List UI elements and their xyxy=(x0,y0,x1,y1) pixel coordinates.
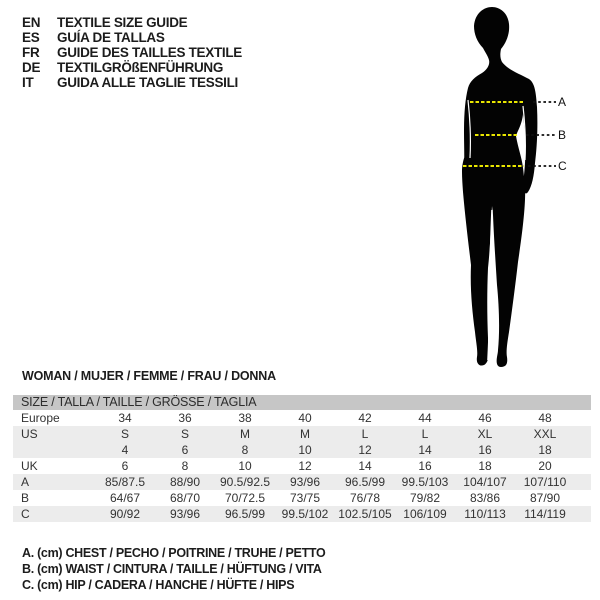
table-cell: 96.5/99 xyxy=(224,507,266,521)
table-row-uk xyxy=(13,458,591,474)
row-label: C xyxy=(21,507,30,521)
language-row-es xyxy=(22,30,242,45)
language-label: TEXTILE SIZE GUIDE xyxy=(57,15,188,30)
table-row-us xyxy=(13,426,591,442)
table-cell: 42 xyxy=(358,411,372,425)
table-cell: 18 xyxy=(478,459,492,473)
table-cell: 6 xyxy=(181,443,189,457)
table-cell: 16 xyxy=(478,443,492,457)
language-label: GUIDA ALLE TAGLIE TESSILI xyxy=(57,75,238,90)
table-cell: 93/96 xyxy=(169,507,201,521)
language-label: GUIDE DES TAILLES TEXTILE xyxy=(57,45,243,60)
row-label: US xyxy=(21,427,38,441)
language-code: FR xyxy=(22,45,40,60)
table-cell: 6 xyxy=(121,459,129,473)
table-cell: 99.5/103 xyxy=(401,475,449,489)
table-cell: 102.5/105 xyxy=(338,507,392,521)
row-label: UK xyxy=(21,459,38,473)
table-cell: 104/107 xyxy=(463,475,507,489)
table-cell: 8 xyxy=(241,443,249,457)
table-cell: L xyxy=(421,427,429,441)
language-label: GUÍA DE TALLAS xyxy=(57,30,165,45)
marker-label-waist: B xyxy=(558,128,567,142)
table-cell: 38 xyxy=(238,411,252,425)
row-label: A xyxy=(21,475,30,489)
table-cell: 90.5/92.5 xyxy=(219,475,271,489)
language-code: DE xyxy=(22,60,41,75)
table-row-europe xyxy=(13,410,591,426)
table-cell: M xyxy=(240,427,250,441)
table-cell: 88/90 xyxy=(169,475,201,489)
row-label: Europe xyxy=(21,411,60,425)
table-cell: 36 xyxy=(178,411,192,425)
table-cell: 96.5/99 xyxy=(344,475,386,489)
table-row-hip xyxy=(13,506,591,522)
woman-silhouette xyxy=(462,7,537,367)
table-row-chest xyxy=(13,474,591,490)
table-cell: XXL xyxy=(533,427,557,441)
table-cell: 87/90 xyxy=(529,491,561,505)
table-row-waist xyxy=(13,490,591,506)
table-cell: 68/70 xyxy=(169,491,201,505)
table-cell: 14 xyxy=(418,443,432,457)
table-cell: 93/96 xyxy=(289,475,321,489)
table-cell: 85/87.5 xyxy=(104,475,146,489)
table-cell: 99.5/102 xyxy=(281,507,329,521)
legend-hip: C. (cm) HIP / CADERA / HANCHE / HÜFTE / HIPS xyxy=(22,578,295,592)
measurement-legend xyxy=(22,545,325,593)
table-cell: S xyxy=(120,427,129,441)
table-cell: 48 xyxy=(538,411,552,425)
table-cell: 83/86 xyxy=(469,491,501,505)
table-cell: 46 xyxy=(478,411,492,425)
table-cell: 34 xyxy=(118,411,132,425)
section-title-woman: WOMAN / MUJER / FEMME / FRAU / DONNA xyxy=(22,369,276,383)
language-row-it xyxy=(22,75,242,90)
table-cell: 10 xyxy=(238,459,252,473)
legend-waist: B. (cm) WAIST / CINTURA / TAILLE / HÜFTUNG / VITA xyxy=(22,562,322,576)
table-cell: S xyxy=(180,427,189,441)
table-row-us-numeric xyxy=(13,442,591,458)
woman-silhouette-figure xyxy=(430,0,570,380)
table-cell: 12 xyxy=(298,459,312,473)
language-label: TEXTILGRÖßENFÜHRUNG xyxy=(57,60,224,75)
row-label xyxy=(13,442,95,458)
table-cell: 107/110 xyxy=(523,475,567,489)
table-cell: XL xyxy=(477,427,493,441)
table-cell: 18 xyxy=(538,443,552,457)
table-cell: L xyxy=(361,427,369,441)
language-list xyxy=(22,15,242,90)
language-code: EN xyxy=(22,15,41,30)
language-code: ES xyxy=(22,30,40,45)
table-cell: 79/82 xyxy=(409,491,441,505)
table-cell: 114/119 xyxy=(524,507,566,521)
table-cell: 44 xyxy=(418,411,432,425)
table-cell: 4 xyxy=(121,443,129,457)
table-cell: 12 xyxy=(358,443,372,457)
table-cell: 16 xyxy=(418,459,432,473)
language-row-en xyxy=(22,15,242,30)
table-cell: 70/72.5 xyxy=(224,491,266,505)
table-cell: 40 xyxy=(298,411,312,425)
row-label: B xyxy=(21,491,30,505)
size-table xyxy=(13,395,591,522)
table-cell: 90/92 xyxy=(109,507,141,521)
marker-label-chest: A xyxy=(558,95,567,109)
language-row-de xyxy=(22,60,242,75)
table-cell: 73/75 xyxy=(289,491,321,505)
table-cell: 10 xyxy=(298,443,312,457)
table-cell: 14 xyxy=(358,459,372,473)
table-cell: 8 xyxy=(181,459,189,473)
table-cell: 64/67 xyxy=(109,491,141,505)
language-row-fr xyxy=(22,45,242,60)
language-code: IT xyxy=(22,75,34,90)
size-table-header: SIZE / TALLA / TAILLE / GRÖSSE / TAGLIA xyxy=(13,395,591,410)
table-cell: 106/109 xyxy=(403,507,447,521)
table-cell: M xyxy=(300,427,310,441)
table-cell: 76/78 xyxy=(349,491,381,505)
legend-chest: A. (cm) CHEST / PECHO / POITRINE / TRUHE / PETTO xyxy=(22,546,326,560)
table-cell: 20 xyxy=(538,459,552,473)
table-cell: 110/113 xyxy=(464,507,506,521)
marker-label-hip: C xyxy=(558,159,567,173)
